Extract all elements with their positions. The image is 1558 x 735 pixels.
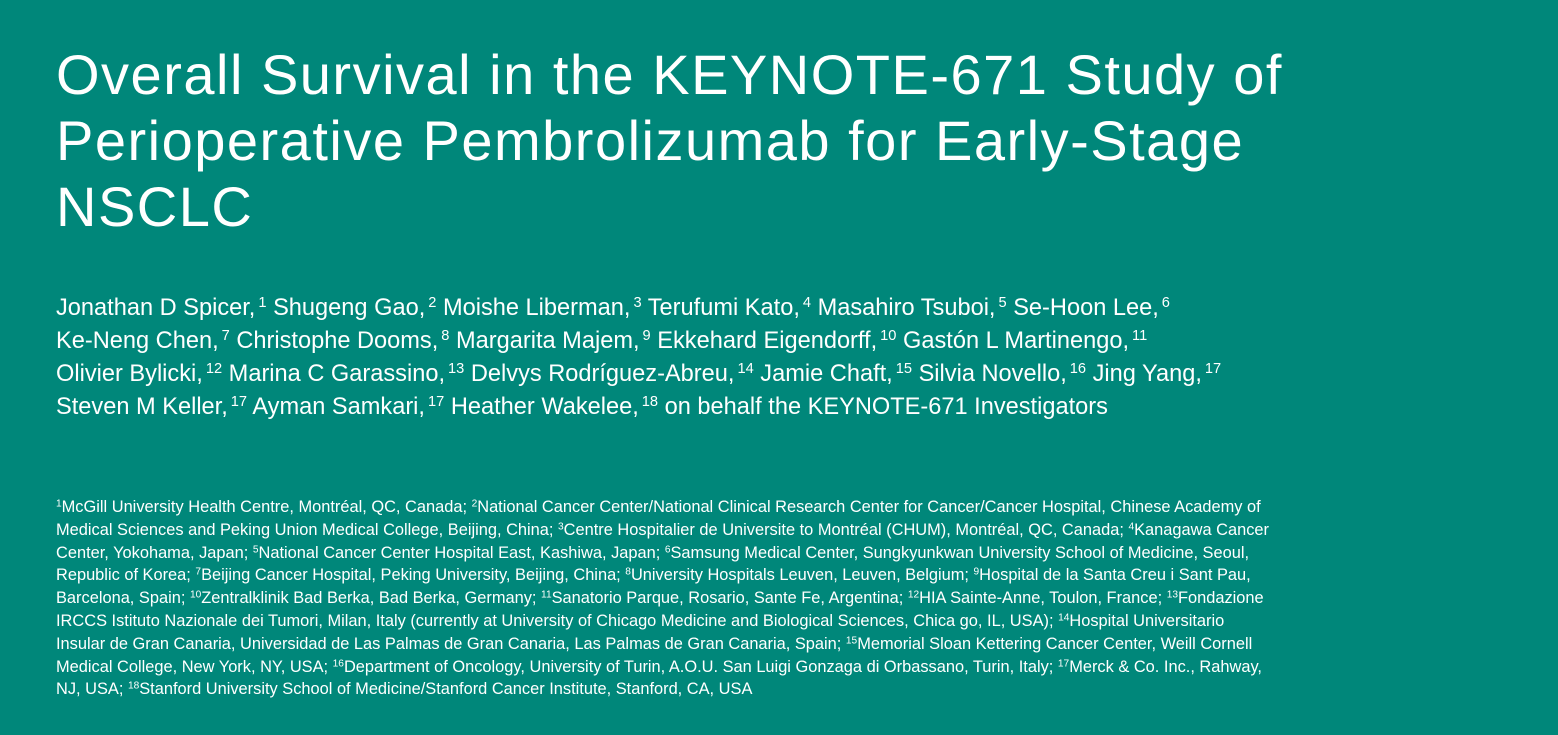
affiliation-text: Republic of Korea; (56, 566, 196, 585)
author-name: Steven M Keller, (56, 394, 228, 420)
author-name: Gastón L Martinengo, (896, 328, 1130, 354)
affiliation-number: 6 (664, 544, 671, 556)
affiliation-number: 1 (56, 498, 62, 510)
author-list (56, 292, 1516, 424)
author-name: Delvys Rodríguez-Abreu, (464, 361, 735, 387)
affiliation-number: 5 (252, 544, 259, 556)
affiliation-text: HIA Sainte-Anne, Toulon, France; (919, 589, 1167, 608)
affiliation-text: Stanford University School of Medicine/Stanford Cancer Institute, Stanford, CA, USA (139, 680, 753, 699)
author-name: Terufumi Kato, (641, 295, 800, 321)
affiliation-text: Beijing Cancer Hospital, Peking University, Beijing, China; (201, 566, 626, 585)
author-line (56, 358, 1516, 391)
affiliation-text: Kanagawa Cancer (1134, 520, 1269, 539)
author-name: Jonathan D Spicer, (56, 295, 256, 321)
author-name: Heather Wakelee, (444, 394, 639, 420)
affiliation-number: 17 (1057, 658, 1070, 669)
author-line (56, 325, 1516, 358)
affiliation-number: 18 (127, 680, 140, 692)
affiliation-text: Hospital de la Santa Creu i Sant Pau, (979, 566, 1251, 585)
affiliation-text: National Cancer Center/National Clinical Research Center for Cancer/Cancer Hospital, Chinese Academy of (477, 498, 1261, 516)
affiliation-text: Sanatorio Parque, Rosario, Sante Fe, Argentina; (551, 589, 908, 608)
affiliation-text: Medical College, New York, NY, USA; (56, 657, 333, 676)
affiliation-number: 14 (1058, 612, 1070, 624)
author-line (56, 292, 1516, 325)
affiliation-number: 13 (1166, 589, 1178, 601)
affiliation-marker: 11 (1132, 327, 1148, 344)
author-name: Moishe Liberman, (436, 295, 631, 321)
title-line: NSCLC (56, 175, 254, 238)
affiliation-line (56, 496, 1526, 519)
author-group-note: on behalf the KEYNOTE-671 Investigators (658, 394, 1108, 420)
author-name: Ekkehard Eigendorff, (650, 328, 878, 354)
affiliation-text: Memorial Sloan Kettering Cancer Center, Weill Cornell (857, 634, 1253, 653)
affiliation-number: 8 (625, 566, 631, 578)
affiliation-number: 3 (558, 521, 564, 533)
affiliation-marker: 6 (1161, 294, 1170, 311)
affiliation-marker: 17 (427, 393, 445, 410)
affiliation-text: Barcelona, Spain; (56, 589, 190, 608)
author-name: Ke-Neng Chen, (56, 328, 219, 354)
affiliation-text: Zentralklinik Bad Berka, Bad Berka, Germany; (201, 589, 542, 608)
affiliation-text: McGill University Health Centre, Montréal, QC, Canada; (61, 498, 472, 516)
affiliation-line (56, 610, 1526, 633)
affiliation-line (56, 633, 1526, 656)
affiliation-number: 12 (907, 589, 920, 601)
affiliation-number: 16 (332, 658, 344, 669)
affiliation-marker: 8 (441, 327, 450, 344)
affiliation-number: 2 (471, 498, 478, 510)
affiliation-marker: 17 (230, 393, 248, 410)
affiliation-marker: 17 (1204, 360, 1222, 377)
affiliation-list (56, 496, 1526, 701)
affiliation-number: 7 (195, 566, 202, 578)
affiliation-number: 11 (541, 589, 552, 601)
affiliation-text: NJ, USA; (56, 680, 128, 699)
affiliation-marker: 5 (998, 294, 1007, 311)
affiliation-text: Hospital Universitario (1069, 611, 1225, 630)
affiliation-marker: 12 (205, 360, 223, 377)
affiliation-number: 4 (1128, 521, 1135, 533)
author-name: Marina C Garassino, (222, 361, 446, 387)
affiliation-line (56, 564, 1526, 587)
affiliation-number: 9 (973, 566, 980, 578)
author-name: Olivier Bylicki, (56, 361, 203, 387)
author-name: Jing Yang, (1086, 361, 1202, 387)
affiliation-number: 15 (845, 635, 858, 647)
affiliation-line (56, 519, 1526, 542)
page-title (56, 42, 1496, 240)
affiliation-marker: 13 (448, 360, 465, 377)
author-name: Jamie Chaft, (753, 361, 893, 387)
affiliation-text: National Cancer Center Hospital East, Kashiwa, Japan; (258, 543, 665, 562)
author-name: Masahiro Tsuboi, (811, 295, 996, 321)
affiliation-marker: 15 (895, 360, 913, 377)
author-line (56, 391, 1516, 424)
affiliation-text: University Hospitals Leuven, Leuven, Belgium; (630, 566, 974, 585)
author-name: Shugeng Gao, (266, 295, 426, 321)
affiliation-marker: 1 (258, 294, 267, 311)
affiliation-text: Centre Hospitalier de Universite to Montréal (CHUM), Montréal, QC, Canada; (563, 520, 1129, 539)
author-name: Ayman Samkari, (247, 394, 425, 420)
affiliation-marker: 18 (641, 393, 659, 410)
affiliation-marker: 16 (1069, 360, 1087, 377)
affiliation-line (56, 678, 1526, 701)
affiliation-marker: 7 (221, 327, 230, 344)
title-line: Overall Survival in the KEYNOTE-671 Study of (56, 43, 1283, 106)
affiliation-line (56, 656, 1526, 679)
affiliation-marker: 10 (880, 327, 897, 344)
affiliation-marker: 2 (428, 294, 437, 311)
affiliation-line (56, 587, 1526, 610)
author-name: Se-Hoon Lee, (1006, 295, 1159, 321)
affiliation-marker: 3 (633, 294, 642, 311)
affiliation-text: IRCCS Istituto Nazionale dei Tumori, Milan, Italy (currently at University of Chicago Medicine and Biological Sciences, Chica go, IL, USA); (56, 611, 1059, 630)
affiliation-text: Samsung Medical Center, Sungkyunkwan University School of Medicine, Seoul, (670, 543, 1250, 562)
affiliation-number: 10 (189, 589, 202, 601)
affiliation-text: Medical Sciences and Peking Union Medical College, Beijing, China; (56, 520, 559, 539)
author-name: Silvia Novello, (912, 361, 1067, 387)
author-name: Margarita Majem, (449, 328, 640, 354)
affiliation-text: Department of Oncology, University of Turin, A.O.U. San Luigi Gonzaga di Orbassano, Turin, Italy; (343, 657, 1058, 676)
author-name: Christophe Dooms, (229, 328, 439, 354)
affiliation-marker: 9 (642, 327, 651, 344)
affiliation-line (56, 542, 1526, 565)
affiliation-marker: 14 (737, 360, 754, 377)
affiliation-text: Center, Yokohama, Japan; (56, 543, 253, 562)
affiliation-text: Insular de Gran Canaria, Universidad de Las Palmas de Gran Canaria, Las Palmas de Gran Canaria, Spain; (56, 634, 846, 653)
affiliation-marker: 4 (802, 294, 812, 311)
affiliation-text: Merck & Co. Inc., Rahway, (1069, 657, 1262, 676)
affiliation-text: Fondazione (1177, 589, 1264, 608)
title-line: Perioperative Pembrolizumab for Early-Stage (56, 109, 1245, 172)
